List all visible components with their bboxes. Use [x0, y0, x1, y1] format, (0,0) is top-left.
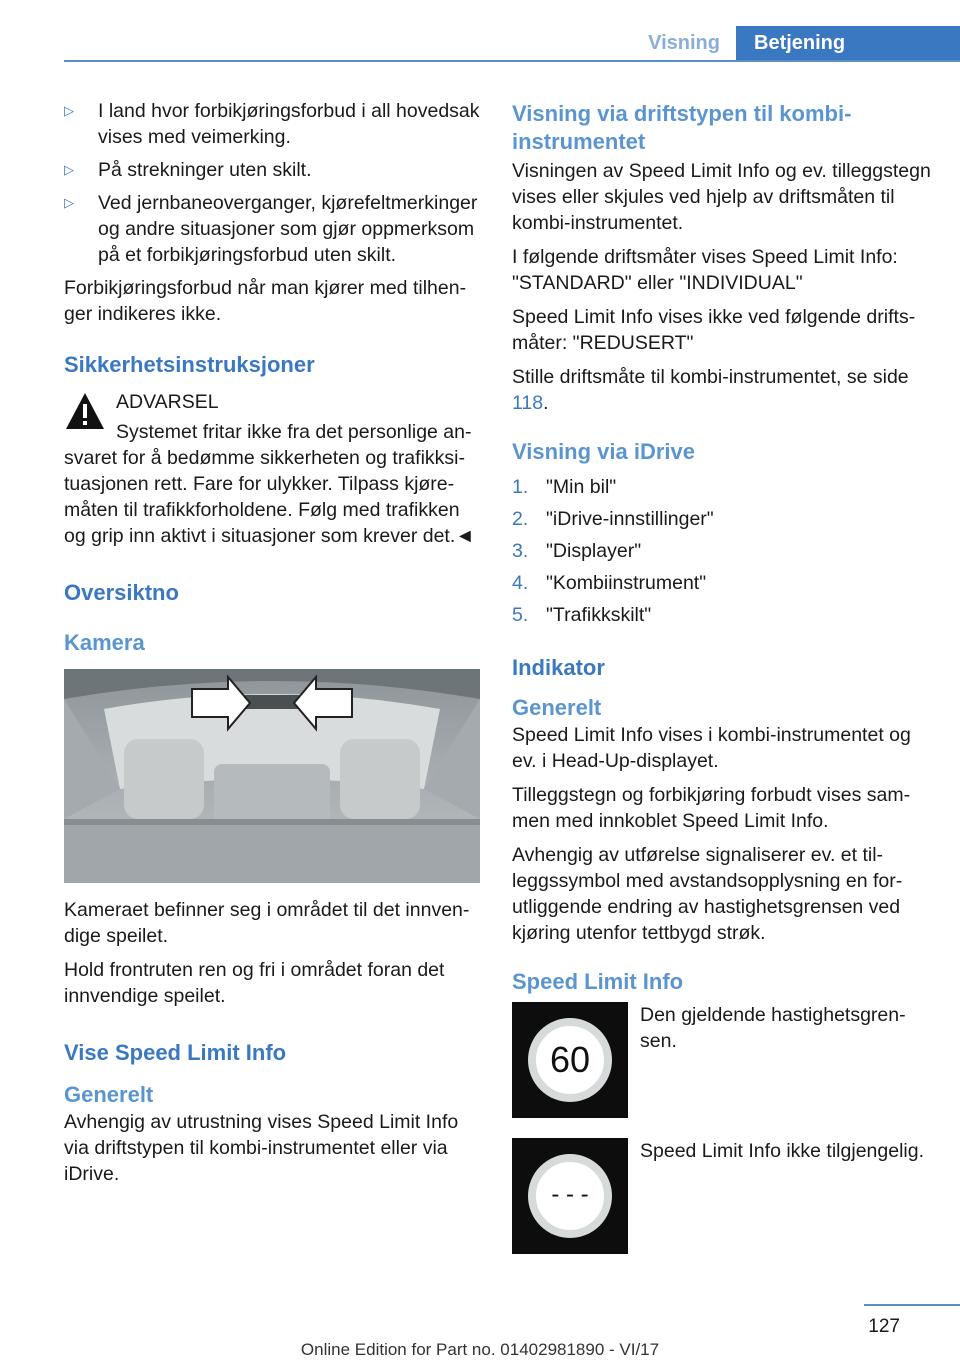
tab-visning[interactable]: Visning: [648, 32, 720, 54]
mode-paragraph-2: I følgende driftsmåter vises Speed Limit Info: "STANDARD" eller "INDIVIDUAL": [512, 246, 898, 294]
step-item: 2. "iDrive-innstillinger": [512, 508, 714, 530]
heading-speed-limit-info: Speed Limit Info: [512, 969, 684, 994]
camera-location-photo: [64, 669, 480, 883]
bullet-triangle-icon: ▷: [64, 162, 74, 177]
indicator-paragraph-3: Avhengig av utførelse signaliserer ev. et tilleggssymbol med avstandsopplysning en forutliggende endring av hastighetsgrensen ved kjøring utenfor tettbygd strøk.: [512, 844, 903, 944]
footer-rule: [864, 1304, 960, 1306]
heading-indicator: Indikator: [512, 655, 605, 680]
sign-row-unavailable: [512, 1138, 932, 1254]
step-item: 4. "Kombiinstrument": [512, 572, 707, 594]
list-item: ▷ På strekninger uten skilt.: [64, 159, 312, 181]
bullet-triangle-icon: ▷: [64, 195, 74, 210]
list-item: ▷ Ved jernbaneoverganger, kjørefeltmerkinger og andre situasjoner som gjør oppmerksom på et forbikjøringsforbud uten skilt.: [64, 192, 478, 266]
step-item: 1. "Min bil": [512, 476, 617, 498]
step-item: 3. "Displayer": [512, 540, 642, 562]
mode-paragraph-3: Speed Limit Info vises ikke ved følgende driftsmåter: "REDUSERT": [512, 306, 916, 354]
page-link[interactable]: 118: [512, 392, 544, 414]
heading-general-left: Generelt: [64, 1082, 154, 1107]
bullet-triangle-icon: ▷: [64, 103, 74, 118]
step-item: 5. "Trafikkskilt": [512, 604, 652, 626]
camera-paragraph-1: Kameraet befinner seg i området til det innvendige speilet.: [64, 899, 470, 947]
heading-show-speed-limit: Vise Speed Limit Info: [64, 1040, 287, 1065]
warning-body: Systemet fritar ikke fra det personlige ansvaret for å bedømme sikkerheten og trafikksituasjonen rett. Fare for ulykker. Tilpass kjøremåten til trafikkforholdene. Følg med trafikken og grip inn aktivt i situasjoner som krever det.◄: [64, 421, 475, 547]
tab-betjening[interactable]: Betjening: [736, 26, 960, 62]
speed-limit-60-icon: [512, 1002, 628, 1118]
heading-camera: Kamera: [64, 630, 145, 655]
mode-paragraph-1: Visningen av Speed Limit Info og ev. tilleggstegn vises eller skjules ved hjelp av driftsmåten til kombi-instrumentet.: [512, 160, 931, 234]
header-rule: [64, 60, 960, 62]
general-paragraph-left: Avhengig av utrustning vises Speed Limit Info via driftstypen til kombi-instrumentet eller via iDrive.: [64, 1111, 459, 1185]
mode-paragraph-4: Stille driftsmåte til kombi-instrumentet, se side 118.: [512, 366, 909, 414]
sign-unavailable-description: Speed Limit Info ikke tilgjengelig.: [640, 1140, 924, 1162]
sign-row-60: [512, 1002, 932, 1118]
footer-edition: Online Edition for Part no. 01402981890 - VI/17: [300, 1340, 660, 1359]
indicator-paragraph-2: Tilleggstegn og forbikjøring forbudt vises sammen med innkoblet Speed Limit Info.: [512, 784, 911, 832]
right-column: [512, 100, 932, 1274]
svg-text:- - -: - - -: [551, 1181, 589, 1208]
heading-general-right: Generelt: [512, 695, 602, 720]
svg-text:60: 60: [549, 1039, 591, 1080]
indicator-paragraph-1: Speed Limit Info vises i kombi-instrumentet og ev. i Head-Up-displayet.: [512, 724, 911, 772]
camera-paragraph-2: Hold frontruten ren og fri i området foran det innvendige speilet.: [64, 959, 445, 1007]
warning-triangle-icon: [64, 391, 106, 431]
heading-overview: Oversiktno: [64, 580, 179, 605]
speed-limit-unavailable-icon: [512, 1138, 628, 1254]
heading-safety: Sikkerhetsinstruksjoner: [64, 352, 315, 377]
page-number: 127: [868, 1316, 900, 1337]
idrive-steps: [512, 474, 932, 628]
heading-idrive: Visning via iDrive: [512, 439, 696, 464]
sign-60-description: Den gjeldende hastighetsgrensen.: [640, 1004, 906, 1052]
trailer-paragraph: Forbikjøringsforbud når man kjører med tilhenger indikeres ikke.: [64, 277, 467, 325]
left-column: [64, 98, 480, 1195]
heading-mode: Visning via driftstypen til kombiinstrumentet: [512, 101, 852, 154]
list-item: ▷ I land hvor forbikjøringsforbud i all hovedsak vises med veimerking.: [64, 100, 480, 148]
warning-block: [64, 389, 480, 549]
warning-title: ADVARSEL: [116, 391, 219, 413]
